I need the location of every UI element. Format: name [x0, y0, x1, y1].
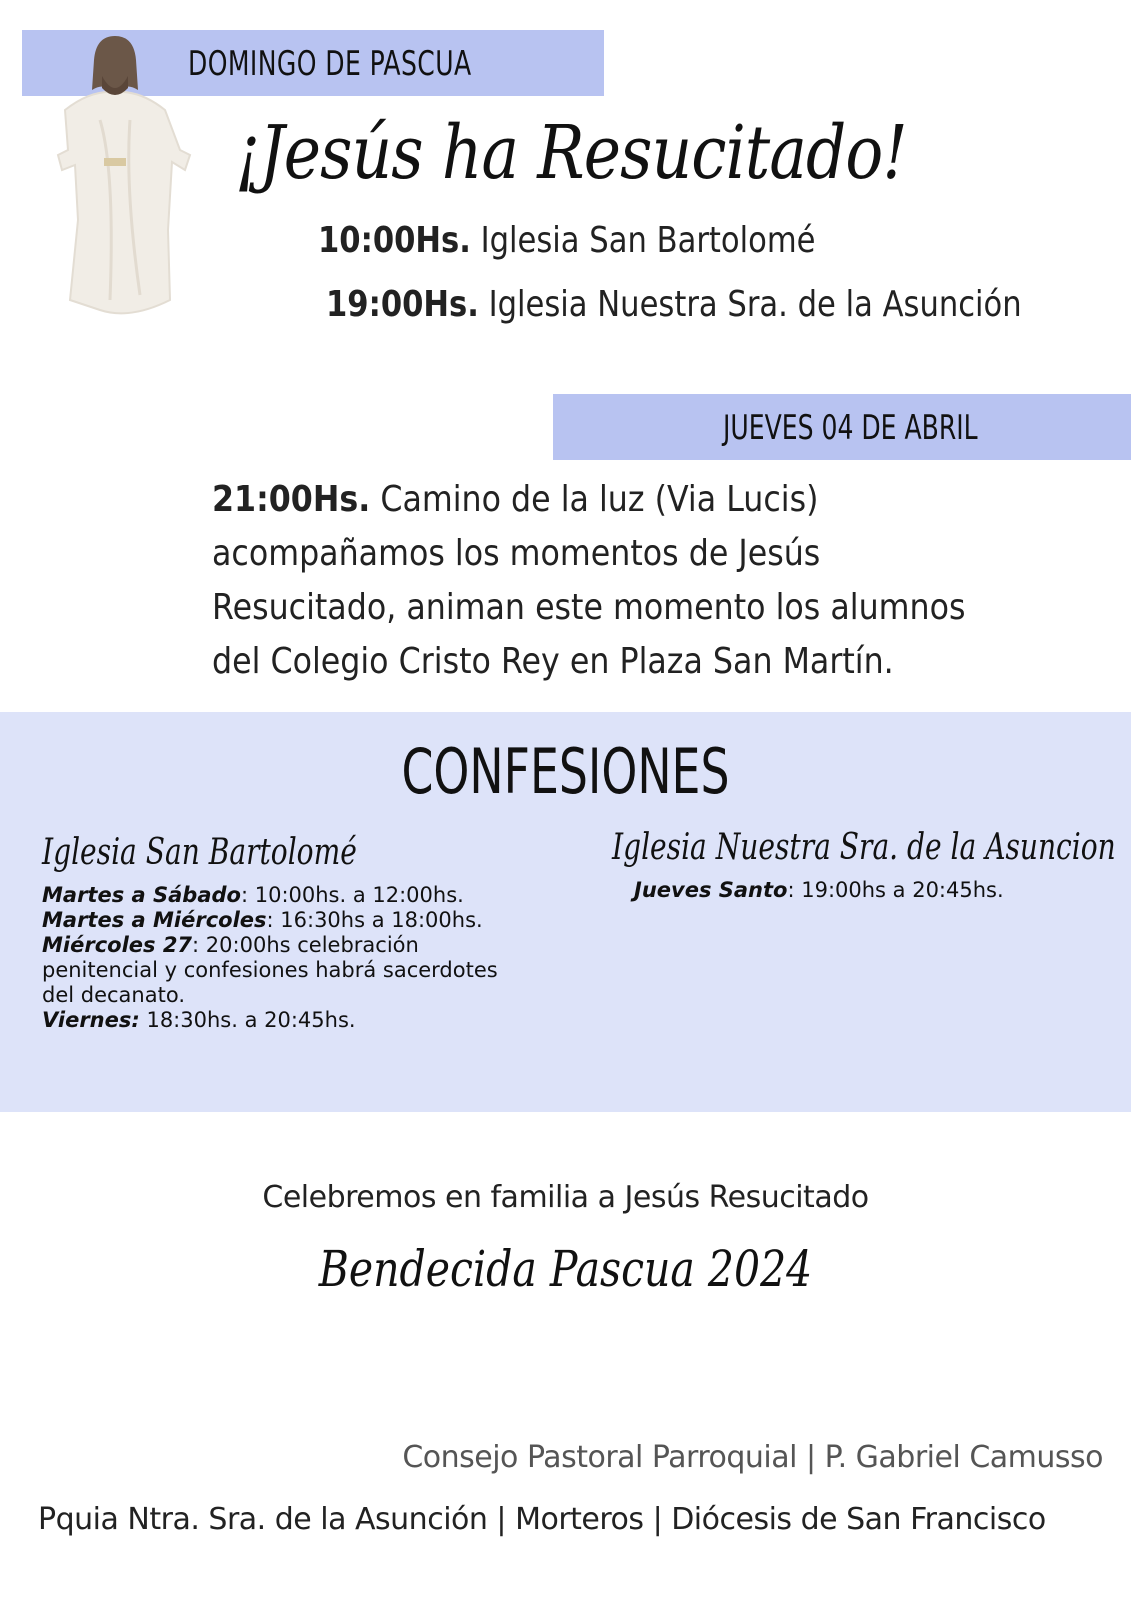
schedule-item [634, 878, 1112, 903]
schedule-hours: : 16:30hs a 18:00hs. [266, 908, 483, 932]
via-lucis-description: Camino de la luz (Via Lucis) acompañamos los momentos de Jesús Resucitado, animan este momento los alumnos del Colegio Cristo Rey en Plaza San Martín. [212, 479, 966, 682]
col-heading: Iglesia Nuestra Sra. de la Asuncion [612, 827, 1116, 868]
parish-credit: Pquia Ntra. Sra. de la Asunción | Morteros | Diócesis de San Francisco [38, 1502, 1046, 1537]
schedule-day: Martes a Sábado [42, 883, 241, 907]
domingo-label: DOMINGO DE PASCUA [188, 44, 472, 84]
schedule-day: Jueves Santo [634, 878, 788, 902]
schedule-item [42, 933, 532, 1008]
via-lucis-text [212, 473, 1013, 689]
mass-time: 10:00Hs. [318, 220, 471, 261]
mass-place: Iglesia San Bartolomé [480, 220, 816, 261]
consejo-credit: Consejo Pastoral Parroquial | P. Gabriel Camusso [402, 1440, 1103, 1475]
schedule-day: Martes a Miércoles [42, 908, 267, 932]
schedule-hours: : 10:00hs. a 12:00hs. [240, 883, 464, 907]
schedule-hours: : 20:00hs celebración penitencial y confesiones habrá sacerdotes del decanato. [42, 933, 498, 1007]
confesiones-title: CONFESIONES [401, 735, 730, 808]
schedule-list [42, 883, 532, 1033]
celebremos-line: Celebremos en familia a Jesús Resucitado [262, 1180, 869, 1215]
mass-time-row [326, 284, 1022, 325]
confesiones-col-asuncion [612, 827, 1116, 903]
schedule-item [42, 883, 532, 908]
schedule-day: Viernes: [42, 1008, 140, 1032]
risen-jesus-illustration [30, 30, 200, 320]
schedule-hours: 18:30hs. a 20:45hs. [139, 1008, 356, 1032]
schedule-day: Miércoles 27 [42, 933, 193, 957]
schedule-item [42, 1008, 532, 1033]
schedule-list [612, 878, 1112, 903]
jueves-label: JUEVES 04 DE ABRIL [723, 408, 978, 448]
confesiones-col-san-bartolome [42, 832, 532, 1033]
col-heading: Iglesia San Bartolomé [42, 832, 357, 873]
mass-time-row [318, 220, 815, 261]
mass-time: 19:00Hs. [326, 284, 479, 325]
page-title: ¡Jesús ha Resucitado! [235, 110, 907, 196]
bendecida-pascua: Bendecida Pascua 2024 [318, 1240, 813, 1298]
via-lucis-time: 21:00Hs. [212, 479, 371, 520]
schedule-item [42, 908, 532, 933]
schedule-hours: : 19:00hs a 20:45hs. [787, 878, 1004, 902]
mass-place: Iglesia Nuestra Sra. de la Asunción [488, 284, 1022, 325]
